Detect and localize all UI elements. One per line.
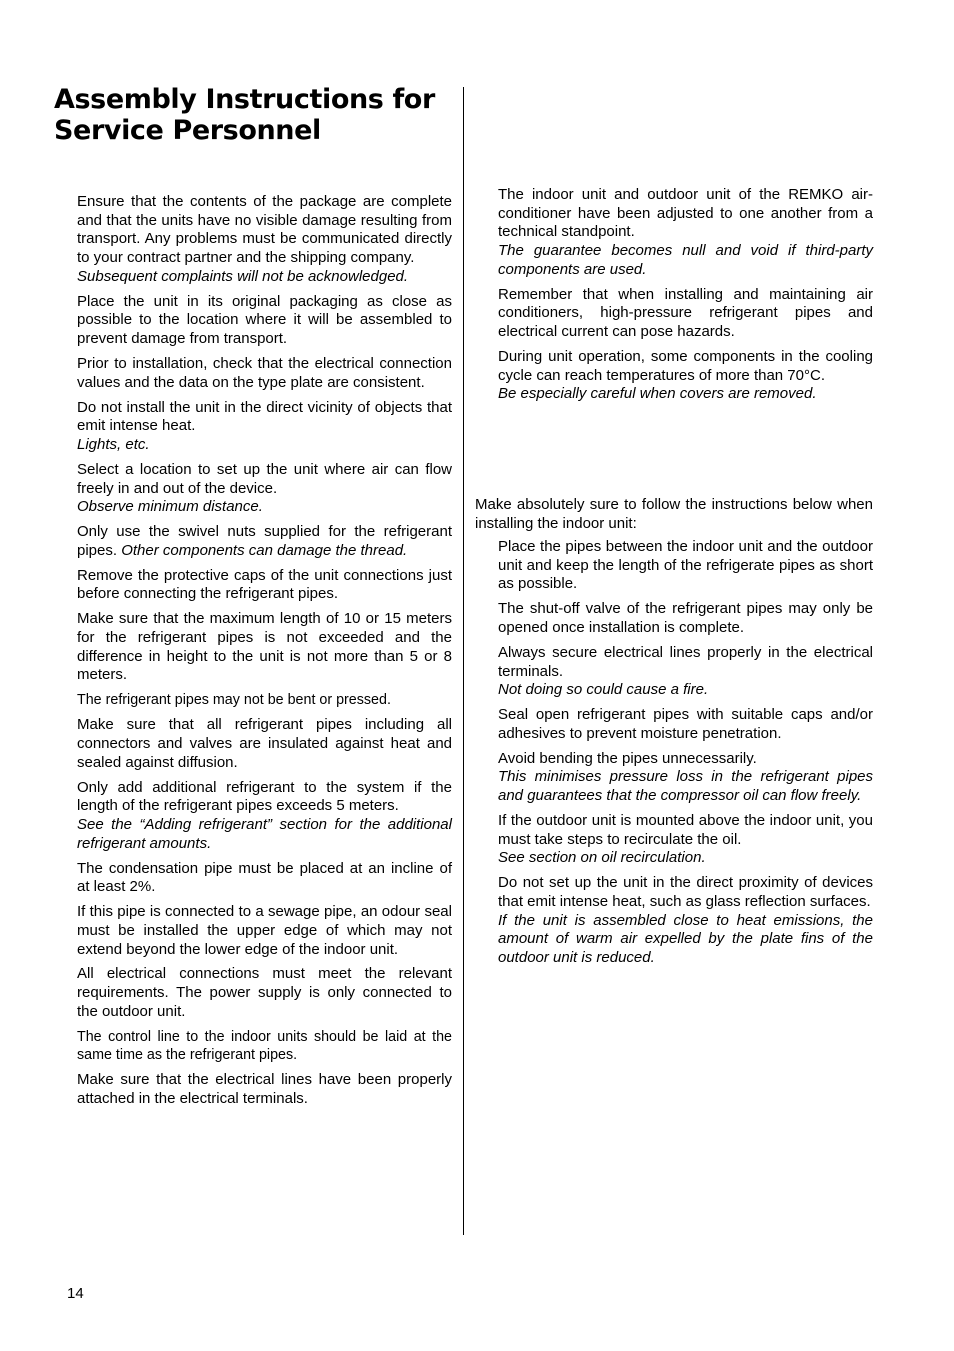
left-column — [77, 193, 452, 1115]
paragraph-note: Be especially careful when covers are removed. — [498, 385, 817, 403]
paragraph-text: Remember that when installing and maintaining air conditioners, high-pressure refrigerant pipes and electrical current can pose hazards. — [498, 285, 873, 341]
paragraph-text: Do not set up the unit in the direct proximity of devices that emit intense heat, such as glass reflection surfaces. — [498, 874, 873, 911]
page-title-line-2: Service Personnel — [54, 115, 321, 146]
paragraph — [498, 538, 873, 594]
paragraph — [77, 399, 452, 455]
paragraph-text: Prior to installation, check that the electrical connection values and the data on the type plate are consistent. — [77, 355, 452, 391]
paragraph-note: See the “Adding refrigerant” section for the additional refrigerant amounts. — [77, 815, 452, 852]
right-column-bottom — [498, 538, 873, 974]
paragraph — [77, 523, 452, 560]
paragraph-text: During unit operation, some components in the cooling cycle can reach temperatures of more than 70°C. — [498, 348, 873, 384]
paragraph-note: The guarantee becomes null and void if third-party components are used. — [498, 242, 873, 278]
paragraph — [77, 965, 452, 1021]
paragraph — [77, 567, 452, 604]
paragraph — [77, 355, 452, 392]
paragraph-text: If this pipe is connected to a sewage pipe, an odour seal must be installed the upper edge of which may not extend beyond the lower edge of the indoor unit. — [77, 903, 452, 958]
paragraph — [77, 193, 452, 287]
right-column-intro — [475, 496, 873, 540]
paragraph — [498, 286, 873, 342]
paragraph — [498, 348, 873, 404]
paragraph — [77, 1071, 452, 1108]
right-column-top — [498, 186, 873, 410]
paragraph — [498, 750, 873, 806]
paragraph-text: Only use the swivel nuts supplied for the refrigerant pipes. — [77, 523, 452, 559]
paragraph-text: Make sure that all refrigerant pipes including all connectors and valves are insulated against heat and sealed against diffusion. — [77, 716, 452, 771]
paragraph-text: If the outdoor unit is mounted above the indoor unit, you must take steps to recirculate the oil. — [498, 812, 873, 848]
paragraph-text: The refrigerant pipes may not be bent or pressed. — [77, 692, 391, 709]
paragraph — [498, 644, 873, 700]
paragraph — [77, 860, 452, 897]
paragraph-text: Make sure that the maximum length of 10 or 15 meters for the refrigerant pipes is not exceeded and the difference in height to the unit is not more than 5 or 8 meters. — [77, 610, 452, 684]
page-number: 14 — [67, 1285, 84, 1302]
paragraph — [77, 691, 452, 710]
paragraph-text: The shut-off valve of the refrigerant pipes may only be opened once installation is complete. — [498, 600, 873, 636]
paragraph-text: Place the pipes between the indoor unit and the outdoor unit and keep the length of the refrigerate pipes as short as possible. — [498, 538, 873, 593]
paragraph — [77, 461, 452, 517]
paragraph-note: This minimises pressure loss in the refrigerant pipes and guarantees that the compressor oil can flow freely. — [498, 768, 873, 805]
intro-paragraph: Make absolutely sure to follow the instructions below when installing the indoor unit: — [475, 496, 873, 532]
paragraph-note: Lights, etc. — [77, 436, 150, 453]
paragraph — [77, 779, 452, 854]
paragraph — [498, 600, 873, 637]
paragraph — [498, 706, 873, 743]
paragraph-note: See section on oil recirculation. — [498, 849, 706, 867]
paragraph-text: Only add additional refrigerant to the system if the length of the refrigerant pipes exceeds 5 meters. — [77, 778, 452, 815]
paragraph — [77, 293, 452, 349]
paragraph-text: All electrical connections must meet the relevant requirements. The power supply is only connected to the outdoor unit. — [77, 965, 452, 1020]
paragraph-text: Make sure that the electrical lines have been properly attached in the electrical terminals. — [77, 1071, 452, 1108]
paragraph-note: If the unit is assembled close to heat emissions, the amount of warm air expelled by the plate fins of the outdoor unit is reduced. — [498, 911, 873, 967]
paragraph-text: Seal open refrigerant pipes with suitable caps and/or adhesives to prevent moisture penetration. — [498, 706, 873, 742]
paragraph — [77, 1028, 452, 1065]
page-title-line-1: Assembly Instructions for — [54, 84, 435, 115]
page-title — [54, 84, 454, 146]
paragraph-text: Avoid bending the pipes unnecessarily. — [498, 749, 757, 767]
paragraph-text: The condensation pipe must be placed at an incline of at least 2%. — [77, 859, 452, 896]
paragraph-text: Select a location to set up the unit where air can flow freely in and out of the device. — [77, 460, 452, 497]
paragraph-note: Observe minimum distance. — [77, 498, 263, 516]
paragraph — [498, 874, 873, 968]
paragraph — [77, 610, 452, 685]
paragraph-note: Not doing so could cause a fire. — [498, 681, 709, 699]
paragraph-note: Other components can damage the thread. — [121, 541, 408, 559]
paragraph-text: Remove the protective caps of the unit connections just before connecting the refrigerant pipes. — [77, 566, 452, 603]
paragraph-text: The indoor unit and outdoor unit of the REMKO air-conditioner have been adjusted to one another from a technical standpoint. — [498, 186, 873, 241]
paragraph-text: Place the unit in its original packaging as close as possible to the location where it will be assembled to prevent damage from transport. — [77, 292, 452, 348]
paragraph — [77, 903, 452, 959]
paragraph — [498, 812, 873, 868]
paragraph-text: The control line to the indoor units should be laid at the same time as the refrigerant pipes. — [77, 1028, 452, 1064]
paragraph — [498, 186, 873, 280]
paragraph — [77, 716, 452, 772]
paragraph-text: Always secure electrical lines properly in the electrical terminals. — [498, 643, 873, 680]
paragraph-text: Ensure that the contents of the package are complete and that the units have no visible damage resulting from transport. Any problems must be communicated directly to your contract partner and the shipping company. — [77, 193, 452, 267]
paragraph-text: Do not install the unit in the direct vicinity of objects that emit intense heat. — [77, 398, 452, 435]
paragraph-note: Subsequent complaints will not be acknowledged. — [77, 267, 409, 285]
column-divider — [463, 87, 464, 1235]
